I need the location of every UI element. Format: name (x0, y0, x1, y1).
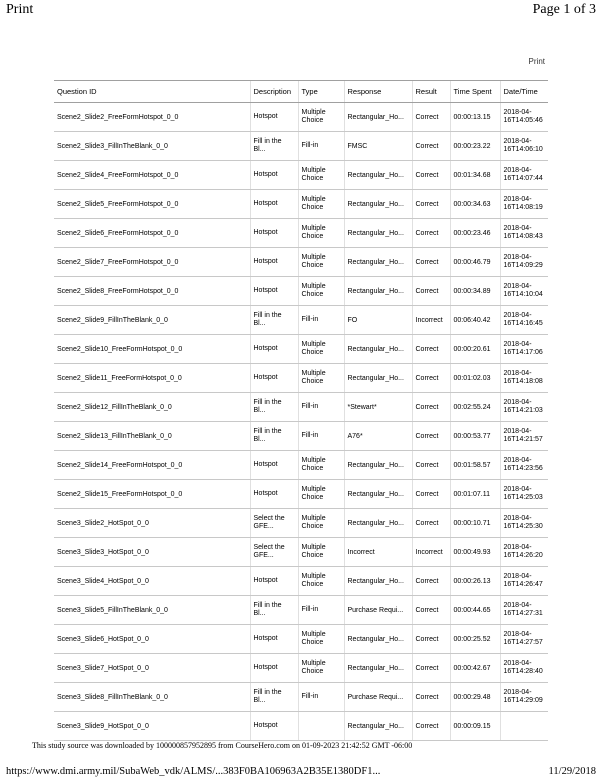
cell-type: Multiple Choice (298, 364, 344, 393)
table-row (54, 422, 548, 451)
cell-type: Multiple Choice (298, 538, 344, 567)
cell-date-time: 2018-04-16T14:10:04 (500, 277, 548, 306)
cell-date-time: 2018-04-16T14:26:20 (500, 538, 548, 567)
cell-description: Select the GFE... (250, 509, 298, 538)
cell-description: Fill in the Bl... (250, 683, 298, 712)
cell-time-spent: 00:00:23.46 (450, 219, 500, 248)
cell-result: Correct (412, 596, 450, 625)
cell-time-spent: 00:00:20.61 (450, 335, 500, 364)
cell-question-id: Scene2_Slide12_FillInTheBlank_0_0 (54, 393, 250, 422)
cell-date-time: 2018-04-16T14:25:30 (500, 509, 548, 538)
cell-question-id: Scene3_Slide5_FillInTheBlank_0_0 (54, 596, 250, 625)
cell-result: Correct (412, 451, 450, 480)
cell-result: Correct (412, 277, 450, 306)
cell-type: Fill-in (298, 422, 344, 451)
cell-type: Multiple Choice (298, 625, 344, 654)
download-notice: This study source was downloaded by 100000857952895 from CourseHero.com on 01-09-2023 21:42:52 GMT -06:00 (32, 741, 413, 750)
cell-date-time: 2018-04-16T14:06:10 (500, 132, 548, 161)
cell-response: Rectangular_Ho... (344, 335, 412, 364)
cell-response: Rectangular_Ho... (344, 712, 412, 741)
cell-description: Hotspot (250, 654, 298, 683)
cell-description: Hotspot (250, 451, 298, 480)
cell-time-spent: 00:00:23.22 (450, 132, 500, 161)
cell-result: Correct (412, 132, 450, 161)
cell-result: Correct (412, 248, 450, 277)
results-table (54, 80, 548, 741)
cell-question-id: Scene2_Slide4_FreeFormHotspot_0_0 (54, 161, 250, 190)
cell-description: Select the GFE... (250, 538, 298, 567)
cell-response: FMSC (344, 132, 412, 161)
column-header-result: Result (412, 81, 450, 103)
table-row (54, 132, 548, 161)
cell-date-time: 2018-04-16T14:23:56 (500, 451, 548, 480)
cell-description: Fill in the Bl... (250, 596, 298, 625)
cell-response: Rectangular_Ho... (344, 567, 412, 596)
cell-description: Hotspot (250, 364, 298, 393)
cell-description: Hotspot (250, 161, 298, 190)
column-header-type: Type (298, 81, 344, 103)
cell-response: Rectangular_Ho... (344, 103, 412, 132)
cell-date-time: 2018-04-16T14:27:31 (500, 596, 548, 625)
cell-question-id: Scene2_Slide13_FillInTheBlank_0_0 (54, 422, 250, 451)
cell-time-spent: 00:01:58.57 (450, 451, 500, 480)
cell-time-spent: 00:00:53.77 (450, 422, 500, 451)
cell-date-time: 2018-04-16T14:16:45 (500, 306, 548, 335)
cell-description: Fill in the Bl... (250, 422, 298, 451)
cell-time-spent: 00:06:40.42 (450, 306, 500, 335)
table-row (54, 480, 548, 509)
cell-description: Hotspot (250, 712, 298, 741)
cell-question-id: Scene2_Slide9_FillInTheBlank_0_0 (54, 306, 250, 335)
page-number: Page 1 of 3 (532, 2, 596, 17)
cell-result: Correct (412, 567, 450, 596)
cell-type: Fill-in (298, 596, 344, 625)
cell-response: Rectangular_Ho... (344, 248, 412, 277)
cell-type: Multiple Choice (298, 654, 344, 683)
cell-date-time: 2018-04-16T14:08:43 (500, 219, 548, 248)
cell-date-time: 2018-04-16T14:21:57 (500, 422, 548, 451)
cell-type: Fill-in (298, 132, 344, 161)
table-row (54, 712, 548, 741)
cell-response: Rectangular_Ho... (344, 364, 412, 393)
cell-question-id: Scene3_Slide4_HotSpot_0_0 (54, 567, 250, 596)
table-row (54, 654, 548, 683)
cell-date-time: 2018-04-16T14:25:03 (500, 480, 548, 509)
table-body (54, 103, 548, 741)
cell-response: Rectangular_Ho... (344, 277, 412, 306)
cell-response: Purchase Requi... (344, 596, 412, 625)
cell-type (298, 712, 344, 741)
cell-result: Correct (412, 190, 450, 219)
cell-type: Fill-in (298, 306, 344, 335)
cell-result: Incorrect (412, 538, 450, 567)
cell-date-time: 2018-04-16T14:27:57 (500, 625, 548, 654)
cell-date-time (500, 712, 548, 741)
cell-type: Multiple Choice (298, 335, 344, 364)
cell-question-id: Scene2_Slide3_FillInTheBlank_0_0 (54, 132, 250, 161)
cell-time-spent: 00:01:07.11 (450, 480, 500, 509)
cell-question-id: Scene2_Slide10_FreeFormHotspot_0_0 (54, 335, 250, 364)
cell-time-spent: 00:00:34.89 (450, 277, 500, 306)
cell-description: Hotspot (250, 567, 298, 596)
cell-result: Correct (412, 712, 450, 741)
cell-result: Correct (412, 422, 450, 451)
cell-response: Purchase Requi... (344, 683, 412, 712)
cell-time-spent: 00:00:10.71 (450, 509, 500, 538)
table-row (54, 161, 548, 190)
cell-question-id: Scene3_Slide2_HotSpot_0_0 (54, 509, 250, 538)
cell-result: Correct (412, 364, 450, 393)
table-row (54, 596, 548, 625)
cell-type: Multiple Choice (298, 248, 344, 277)
cell-description: Hotspot (250, 190, 298, 219)
cell-type: Multiple Choice (298, 161, 344, 190)
table-row (54, 335, 548, 364)
page-url: https://www.dmi.army.mil/SubaWeb_vdk/ALMS/...383F0BA106963A2B35E1380DF1... (6, 766, 381, 777)
table-row (54, 103, 548, 132)
cell-date-time: 2018-04-16T14:18:08 (500, 364, 548, 393)
table-row (54, 451, 548, 480)
table-row (54, 219, 548, 248)
cell-result: Correct (412, 683, 450, 712)
cell-response: Rectangular_Ho... (344, 190, 412, 219)
cell-type: Multiple Choice (298, 190, 344, 219)
cell-result: Correct (412, 219, 450, 248)
cell-type: Multiple Choice (298, 480, 344, 509)
cell-result: Correct (412, 625, 450, 654)
cell-date-time: 2018-04-16T14:29:09 (500, 683, 548, 712)
cell-date-time: 2018-04-16T14:09:29 (500, 248, 548, 277)
cell-response: FO (344, 306, 412, 335)
cell-response: Rectangular_Ho... (344, 654, 412, 683)
print-link[interactable]: Print (528, 57, 545, 66)
cell-date-time: 2018-04-16T14:26:47 (500, 567, 548, 596)
cell-question-id: Scene2_Slide11_FreeFormHotspot_0_0 (54, 364, 250, 393)
cell-question-id: Scene2_Slide14_FreeFormHotspot_0_0 (54, 451, 250, 480)
cell-response: *Stewart* (344, 393, 412, 422)
cell-result: Correct (412, 103, 450, 132)
cell-result: Correct (412, 161, 450, 190)
cell-result: Correct (412, 335, 450, 364)
cell-response: Rectangular_Ho... (344, 451, 412, 480)
cell-response: Rectangular_Ho... (344, 219, 412, 248)
cell-description: Hotspot (250, 625, 298, 654)
table-row (54, 509, 548, 538)
cell-time-spent: 00:00:49.93 (450, 538, 500, 567)
cell-description: Hotspot (250, 248, 298, 277)
cell-question-id: Scene3_Slide7_HotSpot_0_0 (54, 654, 250, 683)
cell-time-spent: 00:00:09.15 (450, 712, 500, 741)
column-header-question-id: Question ID (54, 81, 250, 103)
cell-date-time: 2018-04-16T14:05:46 (500, 103, 548, 132)
cell-question-id: Scene2_Slide2_FreeFormHotspot_0_0 (54, 103, 250, 132)
cell-question-id: Scene3_Slide8_FillInTheBlank_0_0 (54, 683, 250, 712)
cell-description: Fill in the Bl... (250, 393, 298, 422)
cell-time-spent: 00:00:34.63 (450, 190, 500, 219)
cell-question-id: Scene2_Slide15_FreeFormHotspot_0_0 (54, 480, 250, 509)
cell-date-time: 2018-04-16T14:21:03 (500, 393, 548, 422)
cell-time-spent: 00:00:29.48 (450, 683, 500, 712)
table-row (54, 538, 548, 567)
cell-time-spent: 00:00:26.13 (450, 567, 500, 596)
cell-description: Hotspot (250, 103, 298, 132)
cell-date-time: 2018-04-16T14:07:44 (500, 161, 548, 190)
cell-description: Hotspot (250, 219, 298, 248)
cell-description: Fill in the Bl... (250, 132, 298, 161)
cell-time-spent: 00:00:25.52 (450, 625, 500, 654)
table-row (54, 306, 548, 335)
cell-question-id: Scene2_Slide5_FreeFormHotspot_0_0 (54, 190, 250, 219)
cell-time-spent: 00:00:13.15 (450, 103, 500, 132)
cell-date-time: 2018-04-16T14:08:19 (500, 190, 548, 219)
cell-time-spent: 00:00:42.67 (450, 654, 500, 683)
table-row (54, 248, 548, 277)
cell-date-time: 2018-04-16T14:28:40 (500, 654, 548, 683)
column-header-description: Description (250, 81, 298, 103)
cell-time-spent: 00:00:46.79 (450, 248, 500, 277)
cell-description: Fill in the Bl... (250, 306, 298, 335)
cell-type: Fill-in (298, 683, 344, 712)
cell-question-id: Scene3_Slide9_HotSpot_0_0 (54, 712, 250, 741)
cell-type: Multiple Choice (298, 277, 344, 306)
cell-time-spent: 00:01:34.68 (450, 161, 500, 190)
cell-question-id: Scene3_Slide6_HotSpot_0_0 (54, 625, 250, 654)
cell-type: Multiple Choice (298, 567, 344, 596)
cell-question-id: Scene2_Slide6_FreeFormHotspot_0_0 (54, 219, 250, 248)
cell-result: Correct (412, 654, 450, 683)
cell-type: Fill-in (298, 393, 344, 422)
cell-response: Rectangular_Ho... (344, 161, 412, 190)
table-row (54, 277, 548, 306)
column-header-time-spent: Time Spent (450, 81, 500, 103)
cell-description: Hotspot (250, 277, 298, 306)
table-row (54, 393, 548, 422)
cell-description: Hotspot (250, 335, 298, 364)
cell-type: Multiple Choice (298, 103, 344, 132)
table-row (54, 567, 548, 596)
cell-question-id: Scene3_Slide3_HotSpot_0_0 (54, 538, 250, 567)
table-row (54, 625, 548, 654)
print-header-title: Print (6, 2, 34, 17)
cell-result: Correct (412, 509, 450, 538)
cell-time-spent: 00:01:02.03 (450, 364, 500, 393)
cell-result: Correct (412, 480, 450, 509)
cell-response: A76* (344, 422, 412, 451)
cell-response: Incorrect (344, 538, 412, 567)
cell-type: Multiple Choice (298, 451, 344, 480)
table-row (54, 190, 548, 219)
cell-type: Multiple Choice (298, 509, 344, 538)
column-header-date-time: Date/Time (500, 81, 548, 103)
print-date: 11/29/2018 (548, 766, 596, 777)
cell-result: Incorrect (412, 306, 450, 335)
cell-response: Rectangular_Ho... (344, 625, 412, 654)
cell-date-time: 2018-04-16T14:17:06 (500, 335, 548, 364)
table-row (54, 364, 548, 393)
column-header-response: Response (344, 81, 412, 103)
cell-response: Rectangular_Ho... (344, 480, 412, 509)
cell-time-spent: 00:00:44.65 (450, 596, 500, 625)
table-row (54, 683, 548, 712)
cell-time-spent: 00:02:55.24 (450, 393, 500, 422)
cell-result: Correct (412, 393, 450, 422)
cell-question-id: Scene2_Slide8_FreeFormHotspot_0_0 (54, 277, 250, 306)
table-header-row (54, 81, 548, 103)
cell-question-id: Scene2_Slide7_FreeFormHotspot_0_0 (54, 248, 250, 277)
cell-type: Multiple Choice (298, 219, 344, 248)
cell-description: Hotspot (250, 480, 298, 509)
cell-response: Rectangular_Ho... (344, 509, 412, 538)
